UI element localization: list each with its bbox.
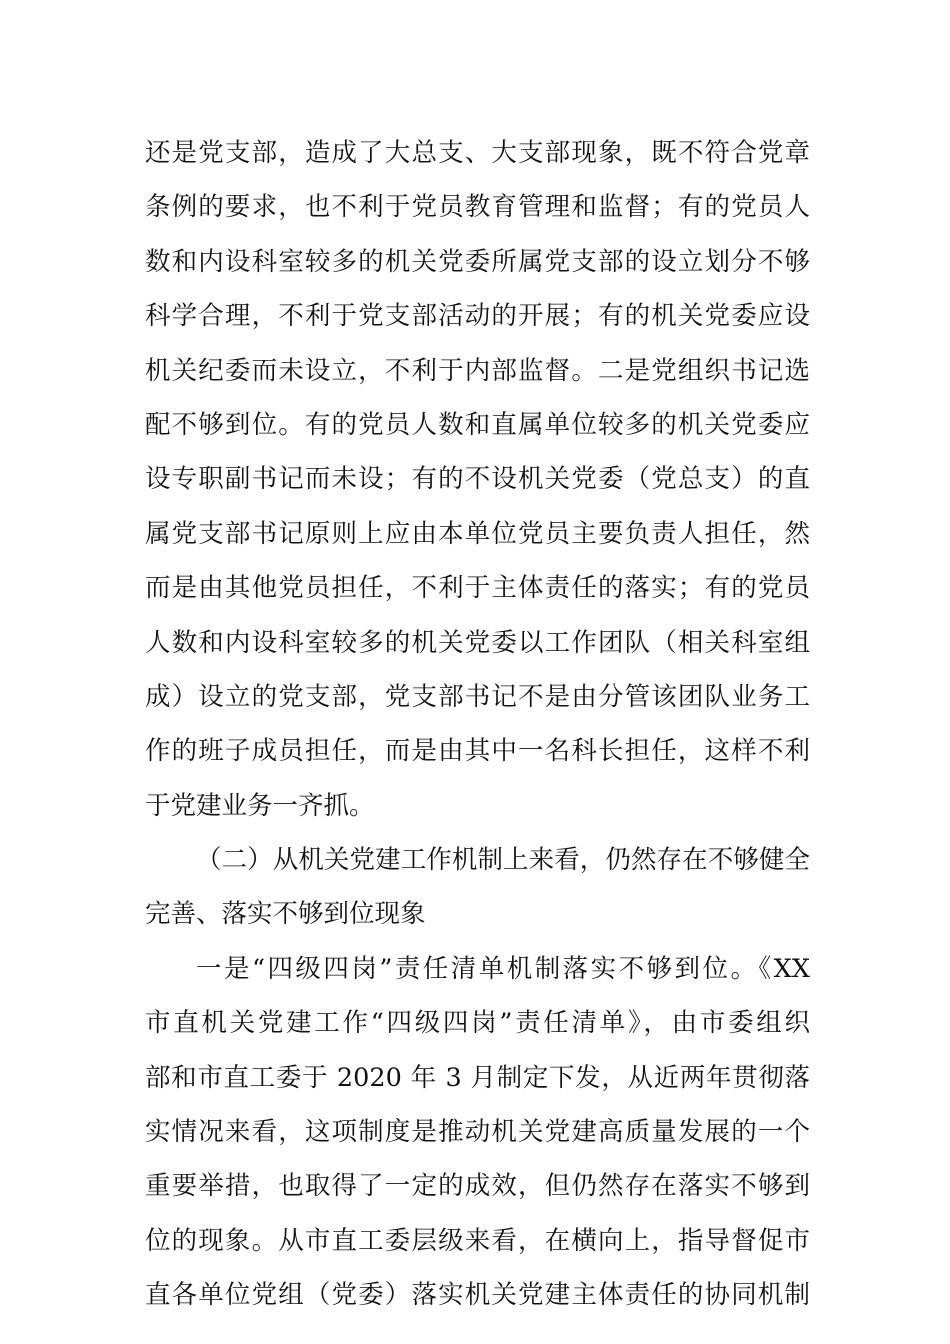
text-line: 条例的要求，也不利于党员教育管理和监督；有的党员人 xyxy=(145,192,810,223)
text-line: 设专职副书记而未设；有的不设机关党委（党总支）的直 xyxy=(145,464,810,495)
paragraph-four-level-mechanism xyxy=(145,942,810,1323)
heading-line: 完善、落实不够到位现象 xyxy=(145,899,426,930)
text-line: 于党建业务一齐抓。 xyxy=(145,790,375,821)
text-line: 成）设立的党支部，党支部书记不是由分管该团队业务工 xyxy=(145,681,810,712)
text-line: 配不够到位。有的党员人数和直属单位较多的机关党委应 xyxy=(145,409,810,440)
text-line: 直各单位党组（党委）落实机关党建主体责任的协同机制 xyxy=(145,1280,810,1311)
text-line: 属党支部书记原则上应由本单位党员主要负责人担任，然 xyxy=(145,518,810,549)
document-body xyxy=(145,126,810,1323)
text-line: 重要举措，也取得了一定的成效，但仍然存在落实不够到 xyxy=(145,1171,810,1202)
text-line: 还是党支部，造成了大总支、大支部现象，既不符合党章 xyxy=(145,138,810,168)
text-line: 部和市直工委于 2020 年 3 月制定下发，从近两年贯彻落 xyxy=(145,1062,810,1093)
text-line: 一是“四级四岗”责任清单机制落实不够到位。《XX xyxy=(196,953,810,984)
text-line: 机关纪委而未设立，不利于内部监督。二是党组织书记选 xyxy=(145,355,810,386)
text-line: 而是由其他党员担任，不利于主体责任的落实；有的党员 xyxy=(145,573,810,604)
text-line: 作的班子成员担任，而是由其中一名科长担任，这样不利 xyxy=(145,736,810,767)
text-line: 市直机关党建工作“四级四岗”责任清单》，由市委组织 xyxy=(145,1008,810,1039)
heading-line: （二）从机关党建工作机制上来看，仍然存在不够健全 xyxy=(196,845,810,876)
text-line: 人数和内设科室较多的机关党委以工作团队（相关科室组 xyxy=(145,627,810,658)
text-line: 数和内设科室较多的机关党委所属党支部的设立划分不够 xyxy=(145,246,810,277)
text-line: 科学合理，不利于党支部活动的开展；有的机关党委应设 xyxy=(145,301,810,332)
text-line: 实情况来看，这项制度是推动机关党建高质量发展的一个 xyxy=(145,1117,810,1148)
section-heading-two xyxy=(145,833,810,942)
paragraph-organization-issues xyxy=(145,126,810,833)
text-line: 位的现象。从市直工委层级来看，在横向上，指导督促市 xyxy=(145,1225,810,1256)
